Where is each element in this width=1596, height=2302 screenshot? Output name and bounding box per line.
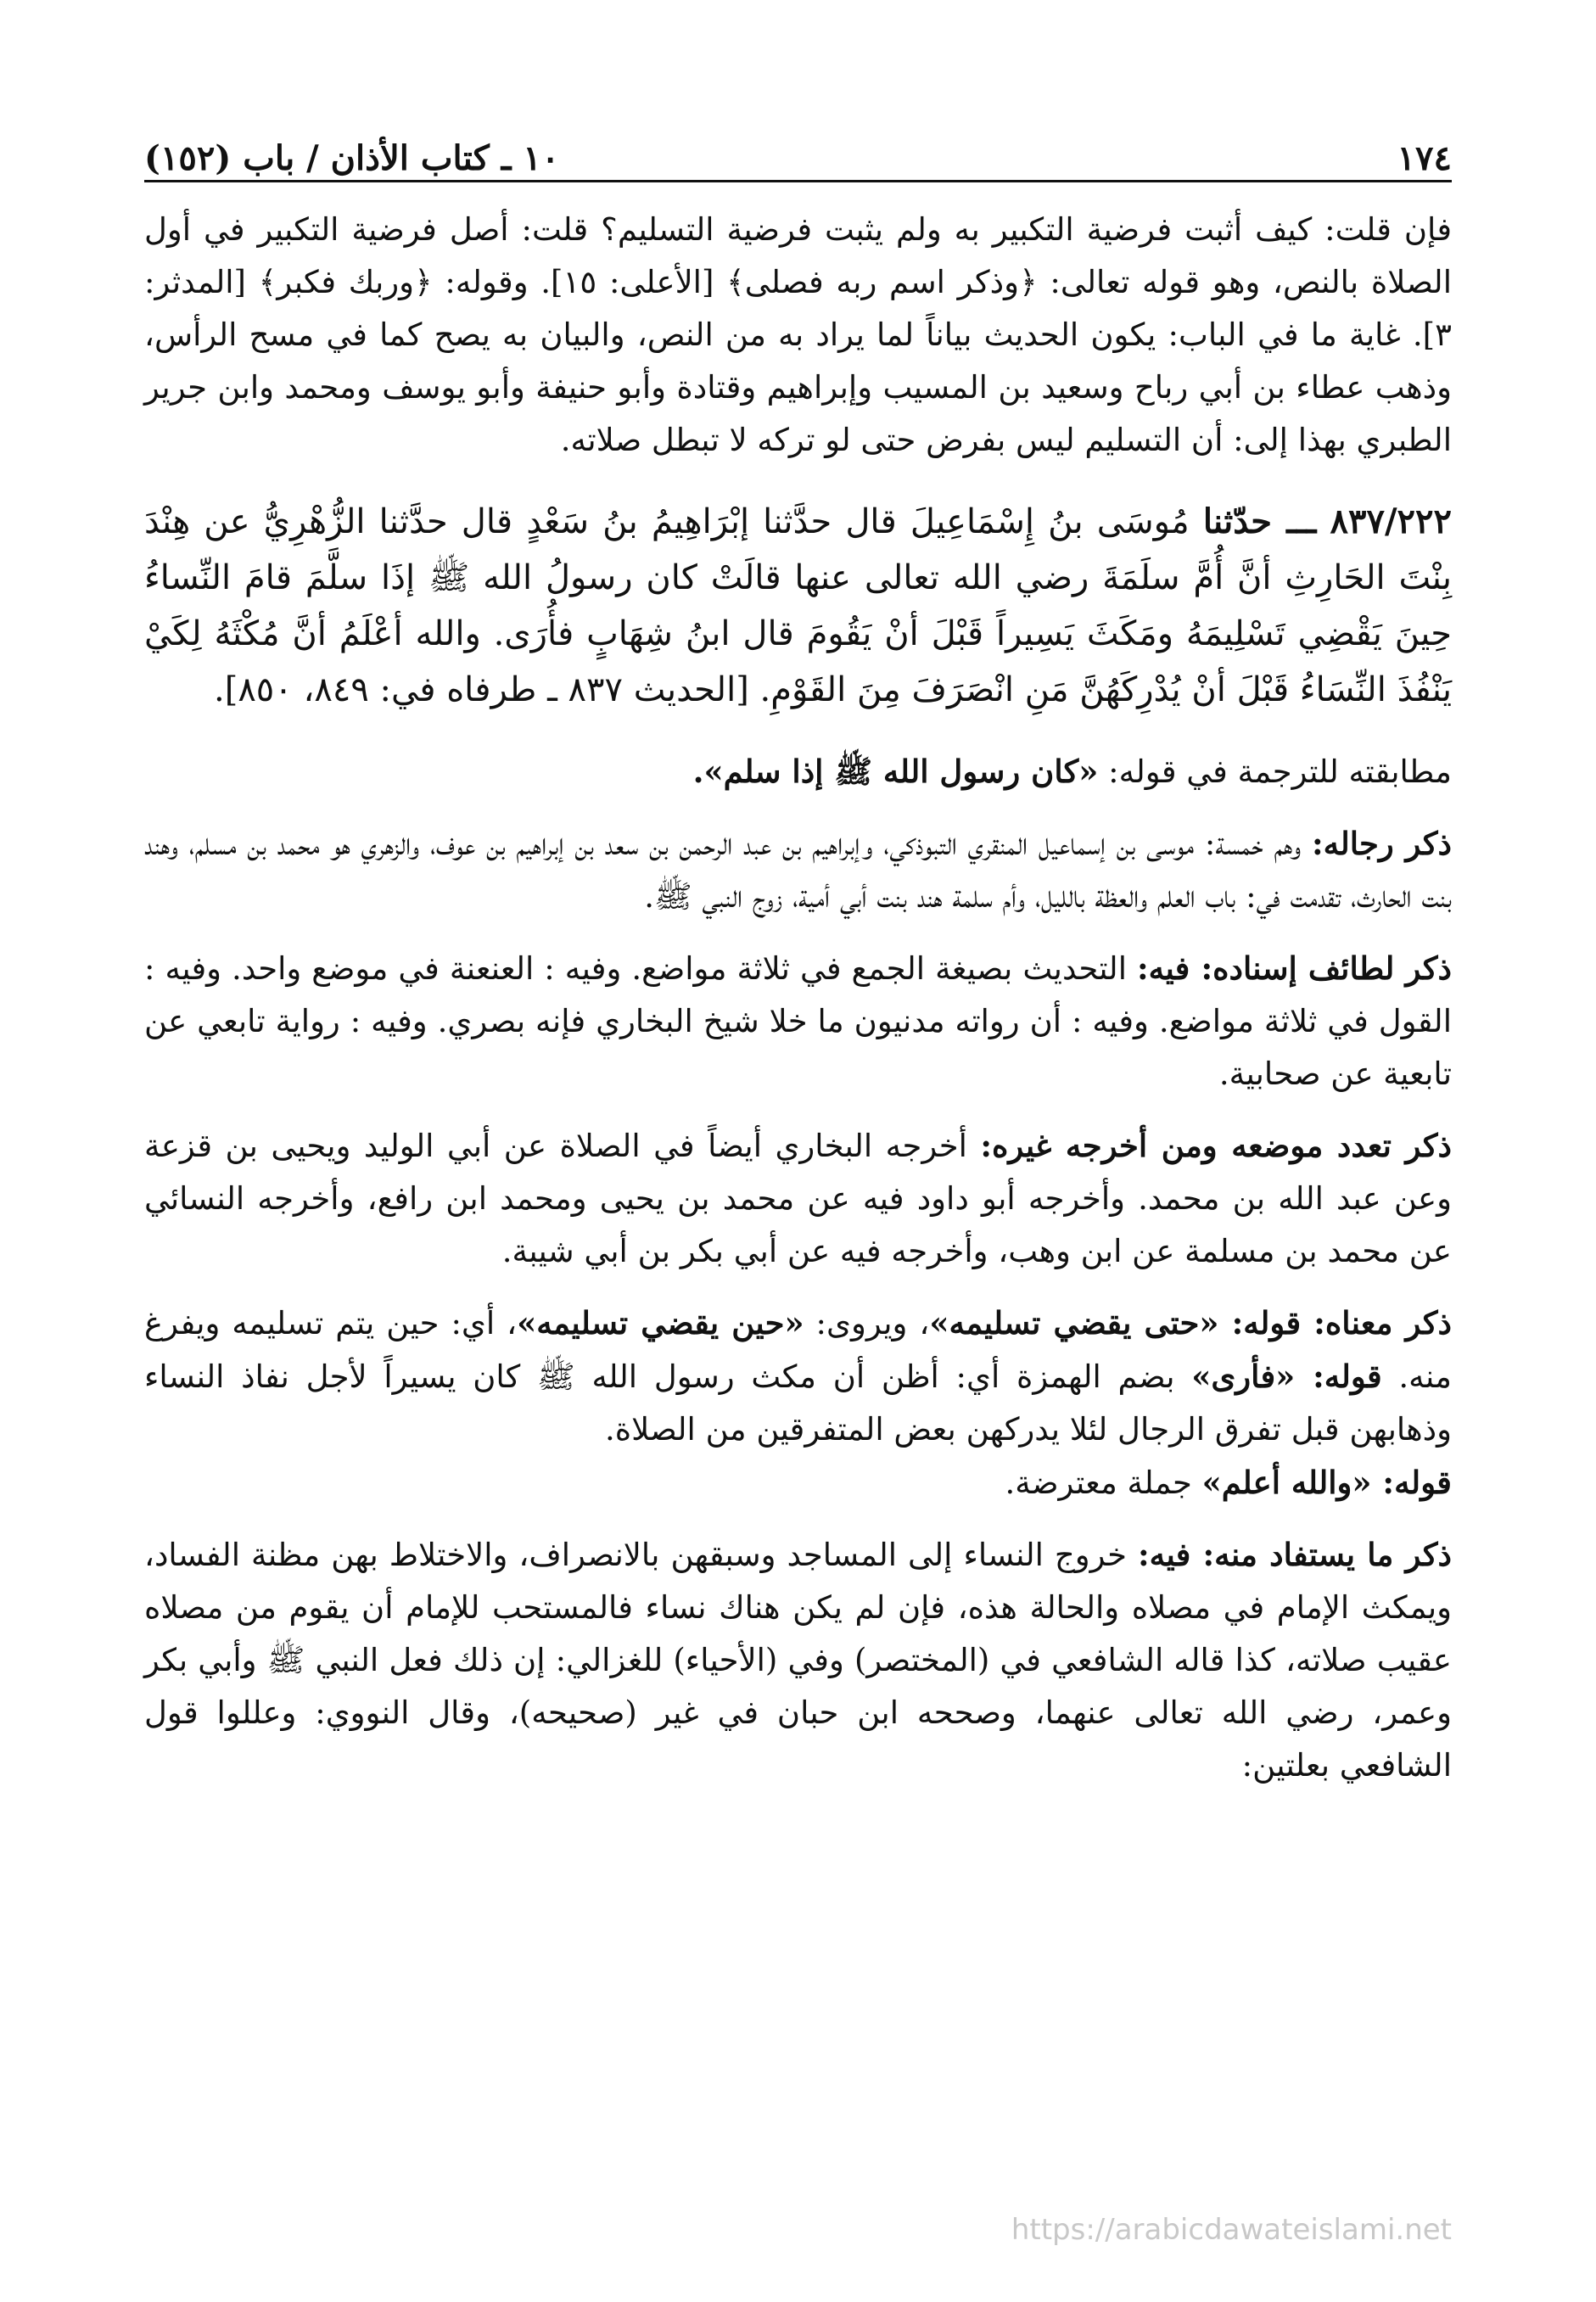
hadith-text: مُوسَى بنُ إِسْمَاعِيلَ قال حدَّثنا إبْرَاهِيمُ بنُ سَعْدٍ قال حدَّثنا الزُّهْرِيُّ عن هِنْدَ بِنْتَ الحَارِثِ أنَّ أُمَّ سلَمَةَ رضي الله تعالى عنها قالَتْ كان رسولُ الله ﷺ إذَا سلَّمَ قامَ النِّساءُ حِينَ يَقْضِي تَسْلِيمَهُ ومَكَثَ يَسِيراً قَبْلَ أنْ يَقُومَ قال ابنُ شِهَابٍ فأُرَى. والله أعْلَمُ أنَّ مُكْثَهُ لِكَيْ يَنْفُذَ النِّسَاءُ قَبْلَ أنْ يُدْرِكَهُنَّ مَنِ انْصَرَفَ مِنَ القَوْمِ. [الحديث ٨٣٧ ـ طرفاه في: ٨٤٩، ٨٥٠].: [144, 502, 1452, 709]
chapter-title: ١٠ ـ كتاب الأذان / باب (١٥٢): [144, 138, 560, 178]
text-2: ، أي: حين يتم تسليمه ويفرغ منه.: [144, 1305, 1452, 1395]
text-3: بضم الهمزة أي: أظن أن مكث رسول الله ﷺ كان يسيراً لأجل نفاذ النساء وذهابهن قبل تفرق الرجال لئلا يدركهن بعض المتفرقين من الصلاة.: [144, 1358, 1452, 1448]
hadith-number: ٨٣٧/٢٢٢: [1330, 501, 1452, 541]
text-4: جملة معترضة.: [1005, 1465, 1202, 1501]
quote-1: «حتى يقضي تسليمه»: [929, 1304, 1232, 1341]
page-body: [144, 204, 1452, 1811]
matching-text: مطابقته للترجمة في قوله:: [1098, 753, 1452, 790]
page-number: ١٧٤: [1397, 138, 1452, 178]
paragraph-meaning-note: [144, 1456, 1452, 1509]
section-heading: ذكر رجاله:: [1311, 825, 1453, 862]
paragraph-sources: [144, 1119, 1452, 1278]
paragraph-benefits: [144, 1528, 1452, 1792]
watermark: https://arabicdawateislami.net: [1011, 2213, 1452, 2247]
running-header: [144, 119, 1452, 178]
paragraph-isnad: [144, 942, 1452, 1101]
paragraph-narrators: [144, 817, 1452, 923]
paragraph-discussion: [144, 204, 1452, 467]
quote-2: «حين يقضي تسليمه»: [517, 1304, 804, 1341]
paragraph-text: أخرجه البخاري أيضاً في الصلاة عن أبي الوليد ويحيى بن قزعة وعن عبد الله بن محمد. وأخرجه أبو داود فيه عن محمد بن يحيى ومحمد ابن رافع، وأخرجه النسائي عن محمد بن مسلمة عن ابن وهب، وأخرجه فيه عن أبي بكر بن أبي شيبة.: [144, 1128, 1452, 1269]
header-divider: [144, 180, 1452, 182]
section-heading: ذكر تعدد موضعه ومن أخرجه غيره:: [980, 1127, 1452, 1164]
paragraph-matching: [144, 745, 1452, 798]
paragraph-text: وهم خمسة: موسى بن إسماعيل المنقري التبوذكي، وإبراهيم بن عبد الرحمن بن سعد بن إبراهيم بن عوف، والزهري هو محمد بن مسلم، وهند بنت الحارث، تقدمت في: باب العلم والعظة بالليل، وأم سلمة هند بنت أبي أمية، زوج النبي ﷺ.: [144, 826, 1452, 915]
section-heading: ذكر لطائف إسناده: فيه:: [1137, 949, 1452, 987]
quote-4: قوله: «والله أعلم»: [1201, 1464, 1452, 1501]
text-1: ، ويروى:: [804, 1305, 930, 1341]
section-heading: ذكر معناه: قوله:: [1231, 1304, 1452, 1341]
hadith-paragraph: [144, 494, 1452, 718]
section-heading: ذكر ما يستفاد منه: فيه:: [1138, 1536, 1452, 1573]
paragraph-text: فإن قلت: كيف أثبت فرضية التكبير به ولم يثبت فرضية التسليم؟ قلت: أصل فرضية التكبير في أول الصلاة بالنص، وهو قوله تعالى: ﴿وذكر اسم ربه فصلى﴾ [الأعلى: ١٥]. وقوله: ﴿وربك فكبر﴾ [المدثر: ٣]. غاية ما في الباب: يكون الحديث بياناً لما يراد به من النص، والبيان به يصح كما في مسح الرأس، وذهب عطاء بن أبي رباح وسعيد بن المسيب وإبراهيم وقتادة وأبو حنيفة وأبو يوسف ومحمد وابن جرير الطبري بهذا إلى: أن التسليم ليس بفرض حتى لو تركه لا تبطل صلاته.: [144, 211, 1452, 458]
matching-quote: «كان رسول الله ﷺ إذا سلم».: [692, 753, 1099, 790]
paragraph-text: خروج النساء إلى المساجد وسبقهن بالانصراف، والاختلاط بهن مظنة الفساد، ويمكث الإمام في مصلاه والحالة هذه، فإن لم يكن هناك نساء فالمستحب للإمام أن يقوم من مصلاه عقيب صلاته، كذا قاله الشافعي في (المختصر) وفي (الأحياء) للغزالي: إن ذلك فعل النبي ﷺ وأبي بكر وعمر، رضي الله تعالى عنهما، وصححه ابن حبان في غير (صحيحه)، وقال النووي: وعللوا قول الشافعي بعلتين:: [144, 1537, 1452, 1784]
paragraph-text: التحديث بصيغة الجمع في ثلاثة مواضع. وفيه : العنعنة في موضع واحد. وفيه : القول في ثلاثة مواضع. وفيه : أن رواته مدنيون ما خلا شيخ البخاري فإنه بصري. وفيه : رواية تابعي عن تابعية عن صحابية.: [144, 950, 1452, 1092]
hadith-lead: ـــ حدّثنا: [1202, 501, 1317, 541]
quote-3: قوله: «فأرى»: [1191, 1358, 1382, 1395]
paragraph-meaning: [144, 1297, 1452, 1456]
